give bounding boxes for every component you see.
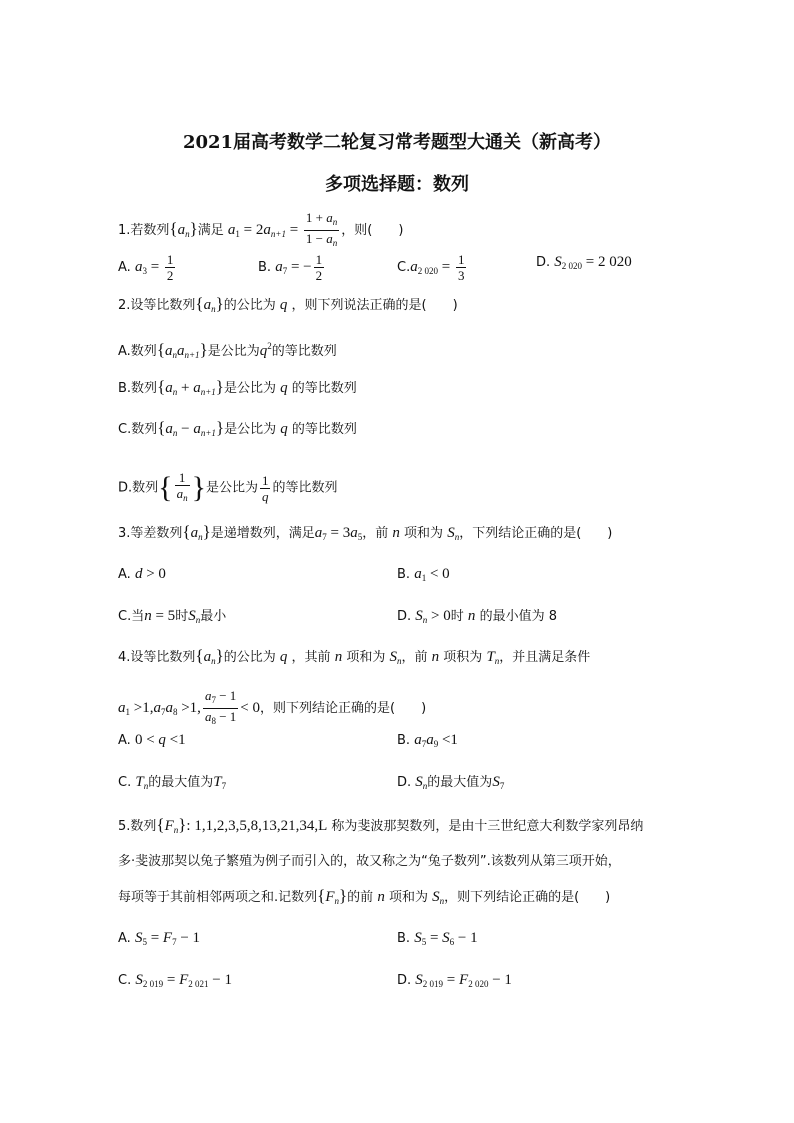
q5-stem-line-3: 每项等于其前相邻两项之和.记数列$\{F_n\}$的前 n 项和为 $S_n$，则下列结论正确的是( ): [118, 886, 611, 906]
q2-stem: 2.设等比数列$\{a_n\}$的公比为 q ，则下列说法正确的是( ): [118, 294, 458, 314]
q1-stem-suffix: ，则( ): [341, 223, 404, 238]
q4-option-d: D. $S_n$的最大值为$S_7$: [397, 774, 505, 791]
q2-option-d: D.数列{ $\frac{1}{a_n}$ }是公比为 $\frac{1}{q}$ 的等比数列: [118, 470, 338, 504]
page-subtitle: 多项选择题：数列: [325, 174, 469, 195]
q4-option-a: A. 0 < q <1: [118, 732, 186, 748]
q5-stem-line-1: 5.数列$\{F_n\}$: 1,1,2,3,5,8,13,21,34,L 称为斐波那契数列，是由十三世纪意大利数学家列昂纳: [118, 815, 644, 835]
q1-option-c: $C.a_{2 020}$ = $\frac{1}{3}$: [397, 252, 465, 283]
q1-option-b: B. $a_7$ = − $\frac{1}{2}$: [258, 252, 323, 283]
q4-stem: 4.设等比数列$\{a_n\}$的公比为 q ，其前 n 项和为 $S_n$，前 n 项积为 $T_n$，并且满足条件: [118, 646, 591, 666]
q1-stem: 1.若数列$\{a_n\}$满足 $a_1 = 2a_{n+1}$ = $\frac{1 + a_n}{1 - a_n}$ ，则( ): [118, 210, 404, 248]
page-title: 2021届高考数学二轮复习常考题型大通关（新高考）: [182, 132, 612, 153]
q5-option-c: C. $S_{2 019} = F_{2 021} - 1$: [118, 972, 232, 989]
fibonacci-sequence: 1,1,2,3,5,8,13,21,34,L: [194, 818, 328, 834]
q5-stem-line-2: 多·斐波那契以兔子繁殖为例子而引入的，故又称之为“兔子数列”.该数列从第三项开始，: [118, 854, 621, 869]
q3-option-a: A. d > 0: [118, 566, 166, 582]
q3-option-c: C.当n = 5时$S_n$最小: [118, 608, 227, 625]
q5-option-a: A. $S_5 = F_7 - 1$: [118, 930, 201, 947]
q5-option-d: D. $S_{2 019} = F_{2 020} - 1$: [397, 972, 512, 989]
q2-option-c: C.数列$\{a_n - a_{n+1}\}$是公比为 q 的等比数列: [118, 418, 357, 438]
q2-option-a: A.数列$\{a_na_{n+1}\}$是公比为$q^2$的等比数列: [118, 340, 337, 360]
q1-option-a: A. $a_3$ = $\frac{1}{2}$: [118, 252, 174, 283]
q3-option-b: B. $a_1 < 0$: [397, 566, 450, 583]
q4-condition: $a_1 >1,a_7a_8 >1$, $\frac{a_7 - 1}{a_8 - 1}$ < 0，则下列结论正确的是( ): [118, 688, 427, 726]
q1-stem-mid: 满足: [197, 223, 224, 238]
q4-option-b: B. $a_7a_9 <1$: [397, 732, 458, 749]
q1-option-d: D. $S_{2 020} = 2$ 020: [536, 254, 632, 271]
q1-stem-prefix: 1.若数列: [118, 223, 170, 238]
q4-option-c: C. $T_n$的最大值为$T_7$: [118, 774, 227, 791]
q3-stem: 3.等差数列$\{a_n\}$是递增数列，满足$a_7 = 3a_5$，前 n 项和为 $S_n$，下列结论正确的是( ): [118, 522, 613, 542]
q3-option-d: D. $S_n > 0$时 n 的最小值为 8: [397, 608, 557, 625]
q5-option-b: B. $S_5 = S_6 - 1$: [397, 930, 478, 947]
q2-option-b: B.数列$\{a_n + a_{n+1}\}$是公比为 q 的等比数列: [118, 377, 357, 397]
